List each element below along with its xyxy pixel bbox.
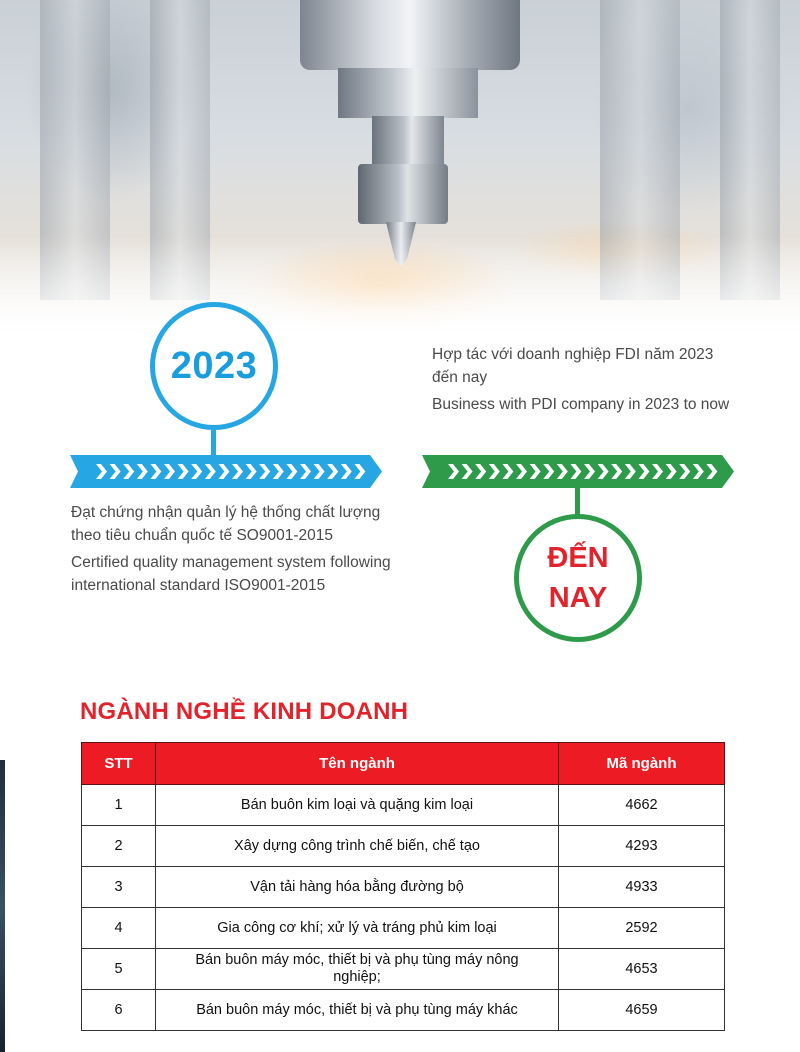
cell-code: 4659: [559, 990, 725, 1031]
cell-code: 4653: [559, 949, 725, 990]
timeline-arrow-blue: [70, 455, 382, 488]
table-row: [82, 867, 725, 908]
cell-stt: 2: [82, 826, 156, 867]
now-circle: [514, 514, 642, 642]
year-label: 2023: [170, 344, 258, 387]
now-connector: [575, 487, 580, 516]
table-row: [82, 990, 725, 1031]
header-stt: STT: [82, 743, 156, 785]
now-description-en: Business with PDI company in 2023 to now: [432, 396, 730, 413]
cell-name: Bán buôn máy móc, thiết bị và phụ tùng máy nông nghiệp;: [156, 949, 559, 990]
cell-code: 4293: [559, 826, 725, 867]
cnc-spindle: [300, 0, 520, 70]
header-code: Mã ngành: [559, 743, 725, 785]
table-row: [82, 785, 725, 826]
hero-machinery-image: [0, 0, 800, 345]
year-description: [71, 501, 411, 597]
business-section-title: NGÀNH NGHỀ KINH DOANH: [80, 698, 409, 725]
now-description-vi: Hợp tác với doanh nghiệp FDI năm 2023 đến nay: [432, 346, 714, 386]
table-row: [82, 908, 725, 949]
background-edge: [0, 760, 5, 1052]
table-row: [82, 826, 725, 867]
hero-fade: [0, 235, 800, 345]
header-name: Tên ngành: [156, 743, 559, 785]
cell-stt: 1: [82, 785, 156, 826]
cell-stt: 4: [82, 908, 156, 949]
cell-code: 4933: [559, 867, 725, 908]
timeline-arrow-green: [422, 455, 734, 488]
year-description-vi: Đạt chứng nhận quản lý hệ thống chất lượng theo tiêu chuẩn quốc tế SO9001-2015: [71, 504, 381, 544]
now-description: [432, 343, 742, 416]
cell-name: Gia công cơ khí; xử lý và tráng phủ kim loại: [156, 908, 559, 949]
year-description-en: Certified quality management system following international standard ISO9001-2015: [71, 554, 391, 594]
cell-stt: 5: [82, 949, 156, 990]
cell-code: 4662: [559, 785, 725, 826]
table-header-row: [82, 743, 725, 785]
cell-name: Bán buôn kim loại và quặng kim loại: [156, 785, 559, 826]
year-2023-circle: [150, 302, 278, 430]
cell-name: Vận tải hàng hóa bằng đường bộ: [156, 867, 559, 908]
table-row: [82, 949, 725, 990]
cell-code: 2592: [559, 908, 725, 949]
cell-stt: 6: [82, 990, 156, 1031]
now-label-line2: NAY: [548, 582, 608, 614]
now-label-line1: ĐẾN: [547, 542, 609, 574]
cell-name: Bán buôn máy móc, thiết bị và phụ tùng máy khác: [156, 990, 559, 1031]
cell-stt: 3: [82, 867, 156, 908]
cnc-spindle: [338, 68, 478, 118]
cnc-spindle: [372, 116, 444, 166]
business-table: [81, 742, 725, 1031]
cell-name: Xây dựng công trình chế biến, chế tạo: [156, 826, 559, 867]
cnc-spindle: [358, 164, 448, 224]
